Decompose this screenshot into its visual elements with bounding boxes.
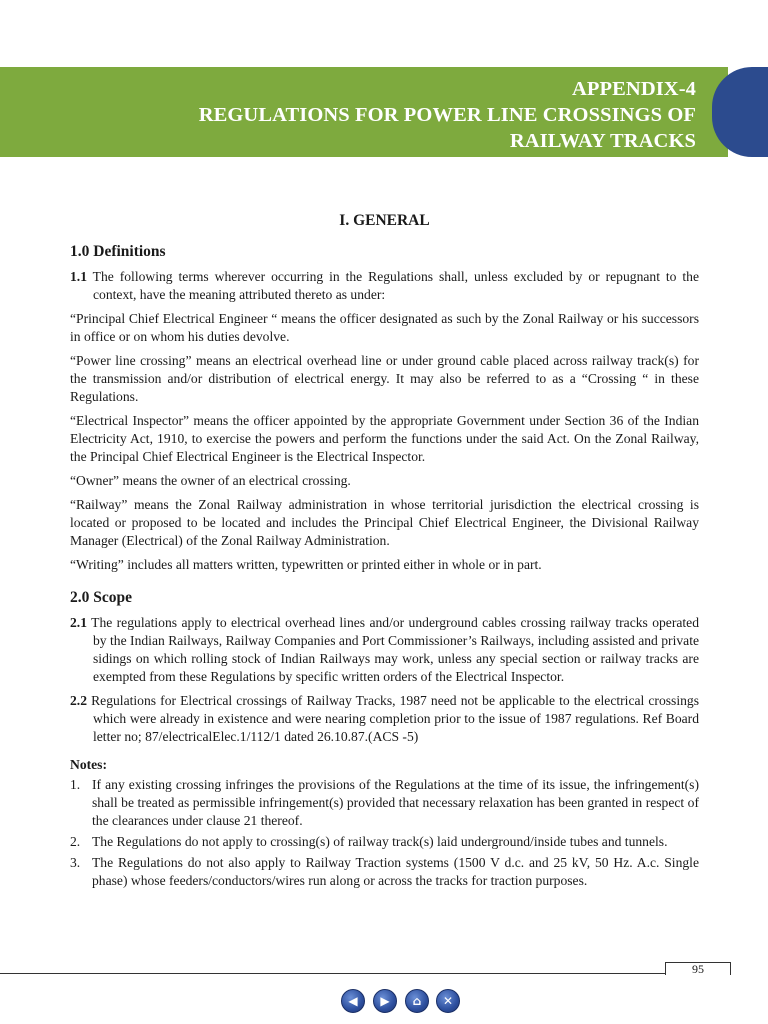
back-button[interactable] bbox=[341, 989, 365, 1013]
forward-button[interactable] bbox=[373, 989, 397, 1013]
clause-text: The following terms wherever occurring in the Regulations shall, unless excluded by or repugnant to the context, have the meaning attributed thereto as under: bbox=[87, 269, 699, 302]
home-button[interactable] bbox=[405, 989, 429, 1013]
clause-number: 2.1 bbox=[70, 615, 87, 630]
footer-rule bbox=[0, 973, 665, 974]
clause-number: 2.2 bbox=[70, 693, 87, 708]
section-title: I. GENERAL bbox=[339, 212, 430, 229]
regulation-title-line2: RAILWAY TRACKS bbox=[509, 130, 696, 152]
appendix-title: APPENDIX-4 bbox=[572, 78, 696, 100]
note-text: The Regulations do not also apply to Railway Traction systems (1500 V d.c. and 25 kV, 50 Hz. A.c. Single phase) whose feeders/conductors/wires run along or across the tracks for traction purposes. bbox=[92, 855, 699, 888]
note-text: The Regulations do not apply to crossing(s) of railway track(s) laid underground/inside tubes and tunnels. bbox=[92, 834, 668, 849]
scope-heading: 2.0 Scope bbox=[70, 589, 132, 606]
back-arrow-icon: ◀ bbox=[348, 994, 358, 1008]
note-text: If any existing crossing infringes the provisions of the Regulations at the time of its issue, the infringement(s) shall be treated as permissible infringement(s) provided that necessary relaxation has been granted in respect of the clearances under clause 21 thereof. bbox=[92, 777, 699, 828]
page-header bbox=[199, 76, 696, 154]
definition-pcee: “Principal Chief Electrical Engineer “ means the officer designated as such by the Zonal Railway or his successors in office or on whom his duties devolve. bbox=[70, 311, 699, 344]
regulation-title-line1: REGULATIONS FOR POWER LINE CROSSINGS OF bbox=[198, 104, 696, 126]
clause-text: The regulations apply to electrical overhead lines and/or underground cables crossing railway tracks operated by the Indian Railways, Railway Companies and Port Commissioner’s Railways, including assisted and private sidings on which rolling stock of Indian Railways may work, unless any special section or railway tracks are exempted from these Regulations by specific written orders of the Electrical Inspector. bbox=[87, 615, 699, 684]
clause-text: Regulations for Electrical crossings of Railway Tracks, 1987 need not be applicable to the electrical crossings which were already in existence and were nearing completion prior to the issue of 1987 regulations. Ref Board letter no; 87/electricalElec.1/112/1 dated 26.10.87.(ACS -5) bbox=[87, 693, 699, 744]
note-item bbox=[70, 854, 699, 890]
clause-2-2 bbox=[70, 692, 699, 746]
clause-number: 1.1 bbox=[70, 269, 87, 284]
page-number: 95 bbox=[665, 962, 731, 975]
note-item bbox=[70, 776, 699, 830]
definition-owner: “Owner” means the owner of an electrical crossing. bbox=[70, 473, 351, 488]
definition-electrical-inspector: “Electrical Inspector” means the officer appointed by the appropriate Government under Section 36 of the Indian Electricity Act, 1910, to exercise the powers and perform the functions under the said Act. On the Zonal Railway, the Principal Chief Electrical Engineer is the Electrical Inspector. bbox=[70, 413, 699, 464]
home-icon: ⌂ bbox=[412, 994, 422, 1008]
clause-1-1 bbox=[70, 268, 699, 304]
document-body bbox=[70, 208, 699, 893]
clause-2-1 bbox=[70, 614, 699, 686]
definition-railway: “Railway” means the Zonal Railway administration in whose territorial jurisdiction the electrical crossing is located or proposed to be located and includes the Principal Chief Electrical Engineer, the Divisional Railway Manager (Electrical) of the Zonal Railway Administration. bbox=[70, 497, 699, 548]
definition-power-line-crossing: “Power line crossing” means an electrical overhead line or under ground cable placed across railway track(s) for the transmission and/or distribution of electrical energy. It may also be referred to as a “Crossing “ in these Regulations. bbox=[70, 353, 699, 404]
note-number: 1. bbox=[70, 777, 81, 792]
note-number: 2. bbox=[70, 834, 81, 849]
definition-writing: “Writing” includes all matters written, typewritten or printed either in whole or in part. bbox=[70, 557, 542, 572]
note-number: 3. bbox=[70, 855, 81, 870]
definitions-heading: 1.0 Definitions bbox=[70, 243, 166, 260]
note-item bbox=[70, 833, 699, 851]
close-button[interactable] bbox=[436, 989, 460, 1013]
notes-heading: Notes: bbox=[70, 757, 107, 772]
close-icon: ✕ bbox=[442, 994, 454, 1008]
forward-arrow-icon: ▶ bbox=[380, 994, 390, 1008]
